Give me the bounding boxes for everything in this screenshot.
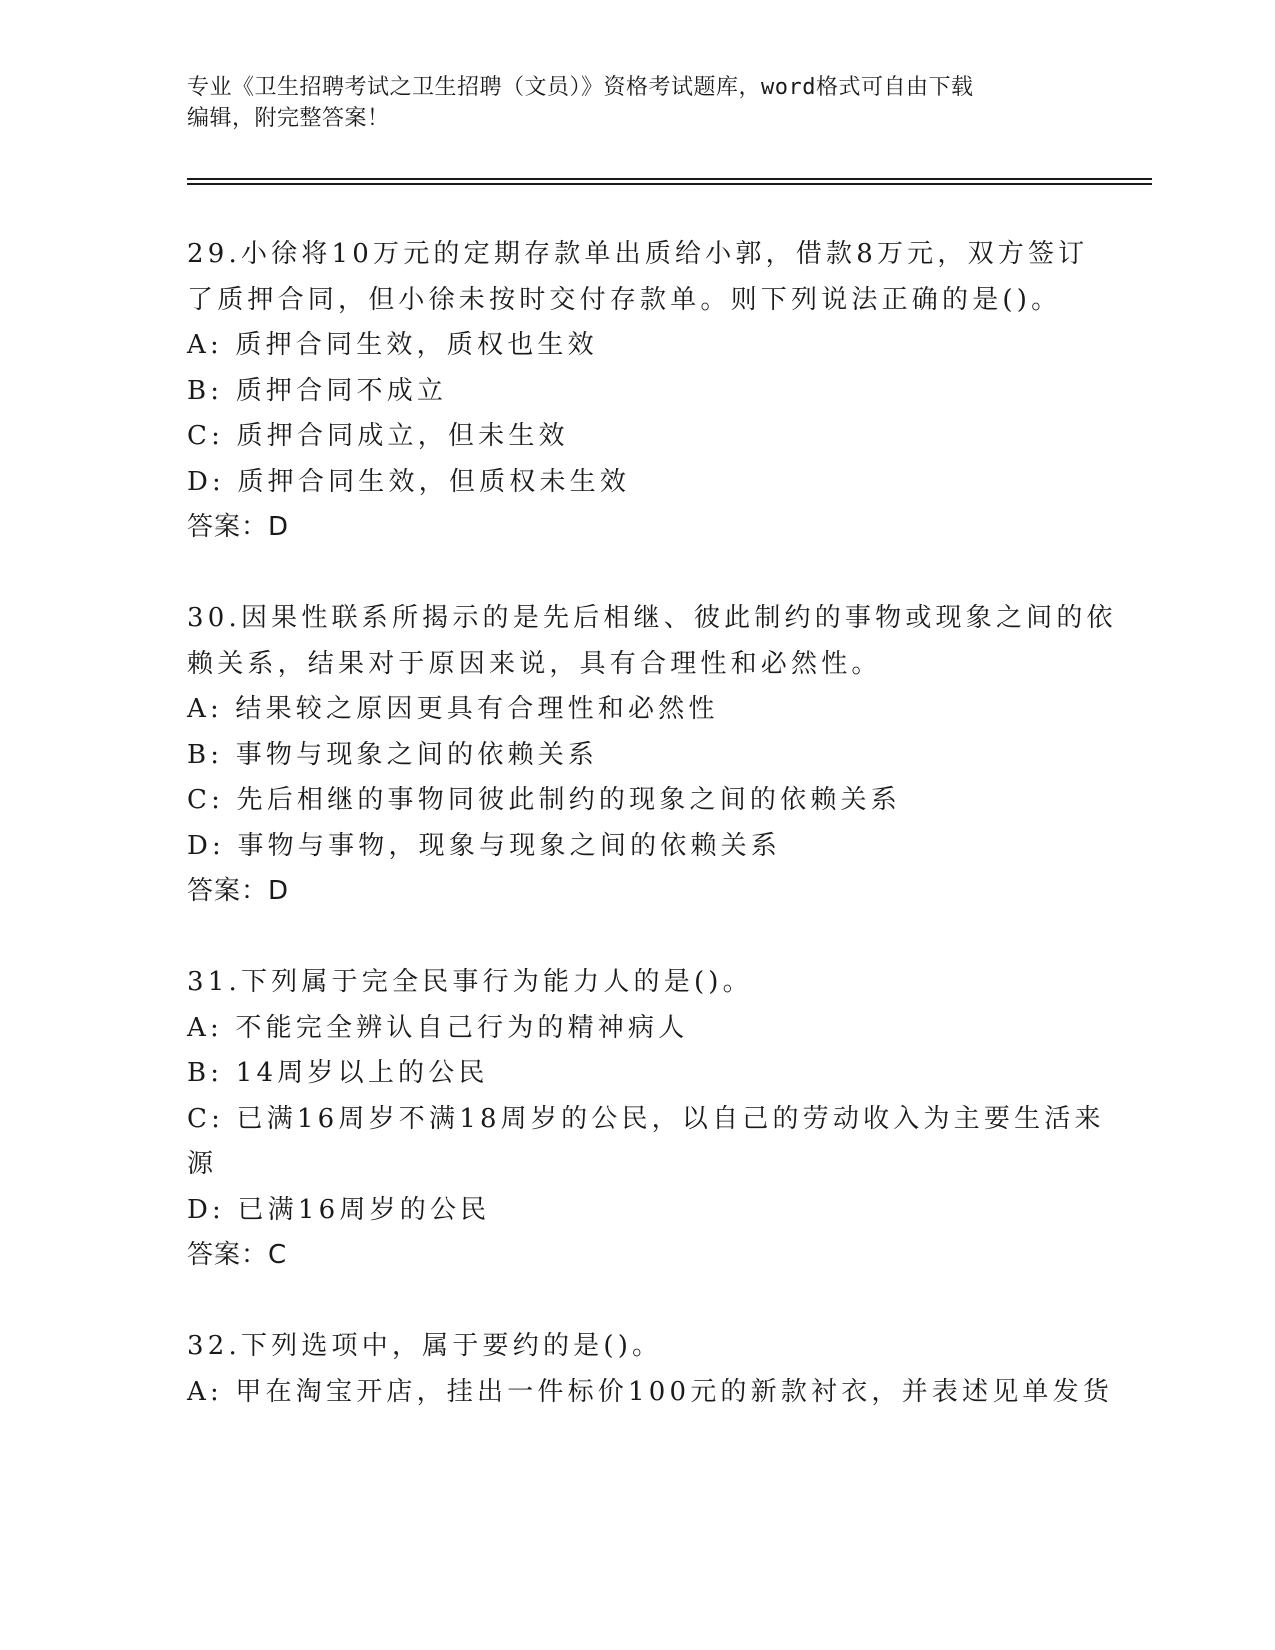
- question-stem: 赖关系，结果对于原因来说，具有合理性和必然性。: [187, 648, 882, 679]
- spacer: [187, 915, 1087, 961]
- option-b: B: 14周岁以上的公民: [187, 1058, 489, 1088]
- answer-label: 答案：D: [187, 512, 290, 542]
- option-a: A: 甲在淘宝开店，挂出一件标价100元的新款衬衣，并表述见单发货: [187, 1376, 1114, 1407]
- question-block: [187, 596, 1117, 915]
- answer-label: 答案：C: [187, 1240, 288, 1270]
- spacer: [187, 1279, 1087, 1325]
- option-d: D: 已满16周岁的公民: [187, 1194, 491, 1225]
- question-block: [187, 1324, 1114, 1415]
- header-divider-bottom: [187, 183, 1152, 185]
- option-d: D: 质押合同生效，但质权未生效: [187, 466, 631, 497]
- question-stem: 32.下列选项中，属于要约的是()。: [187, 1331, 663, 1361]
- option-c-continued: 源: [187, 1149, 218, 1179]
- question-stem: 30.因果性联系所揭示的是先后相继、彼此制约的事物或现象之间的依: [187, 603, 1117, 633]
- header-line-1: 专业《卫生招聘考试之卫生招聘（文员）》资格考试题库，word格式可自由下载: [187, 75, 974, 100]
- option-a: A: 质押合同生效，质权也生效: [187, 330, 598, 360]
- option-a: A: 不能完全辨认自己行为的精神病人: [187, 1012, 689, 1043]
- question-block: [187, 960, 1105, 1279]
- answer-label: 答案：D: [187, 876, 290, 906]
- option-d: D: 事物与事物，现象与现象之间的依赖关系: [187, 830, 782, 861]
- question-stem: 31.下列属于完全民事行为能力人的是()。: [187, 967, 753, 997]
- document-header: [187, 72, 1067, 134]
- question-block: [187, 232, 1087, 551]
- spacer: [187, 551, 1087, 597]
- question-stem: 了质押合同，但小徐未按时交付存款单。则下列说法正确的是()。: [187, 284, 1062, 315]
- question-list: [187, 232, 1117, 1415]
- option-c: C: 已满16周岁不满18周岁的公民，以自己的劳动收入为主要生活来: [187, 1103, 1105, 1134]
- option-c: C: 质押合同成立，但未生效: [187, 421, 569, 451]
- header-divider-top: [187, 178, 1152, 180]
- option-a: A: 结果较之原因更具有合理性和必然性: [187, 694, 719, 724]
- option-b: B: 质押合同不成立: [187, 375, 448, 406]
- option-c: C: 先后相继的事物同彼此制约的现象之间的依赖关系: [187, 785, 901, 815]
- option-b: B: 事物与现象之间的依赖关系: [187, 739, 599, 770]
- question-stem: 29.小徐将10万元的定期存款单出质给小郭，借款8万元，双方签订: [187, 239, 1089, 269]
- header-line-2: 编辑，附完整答案！: [187, 106, 390, 131]
